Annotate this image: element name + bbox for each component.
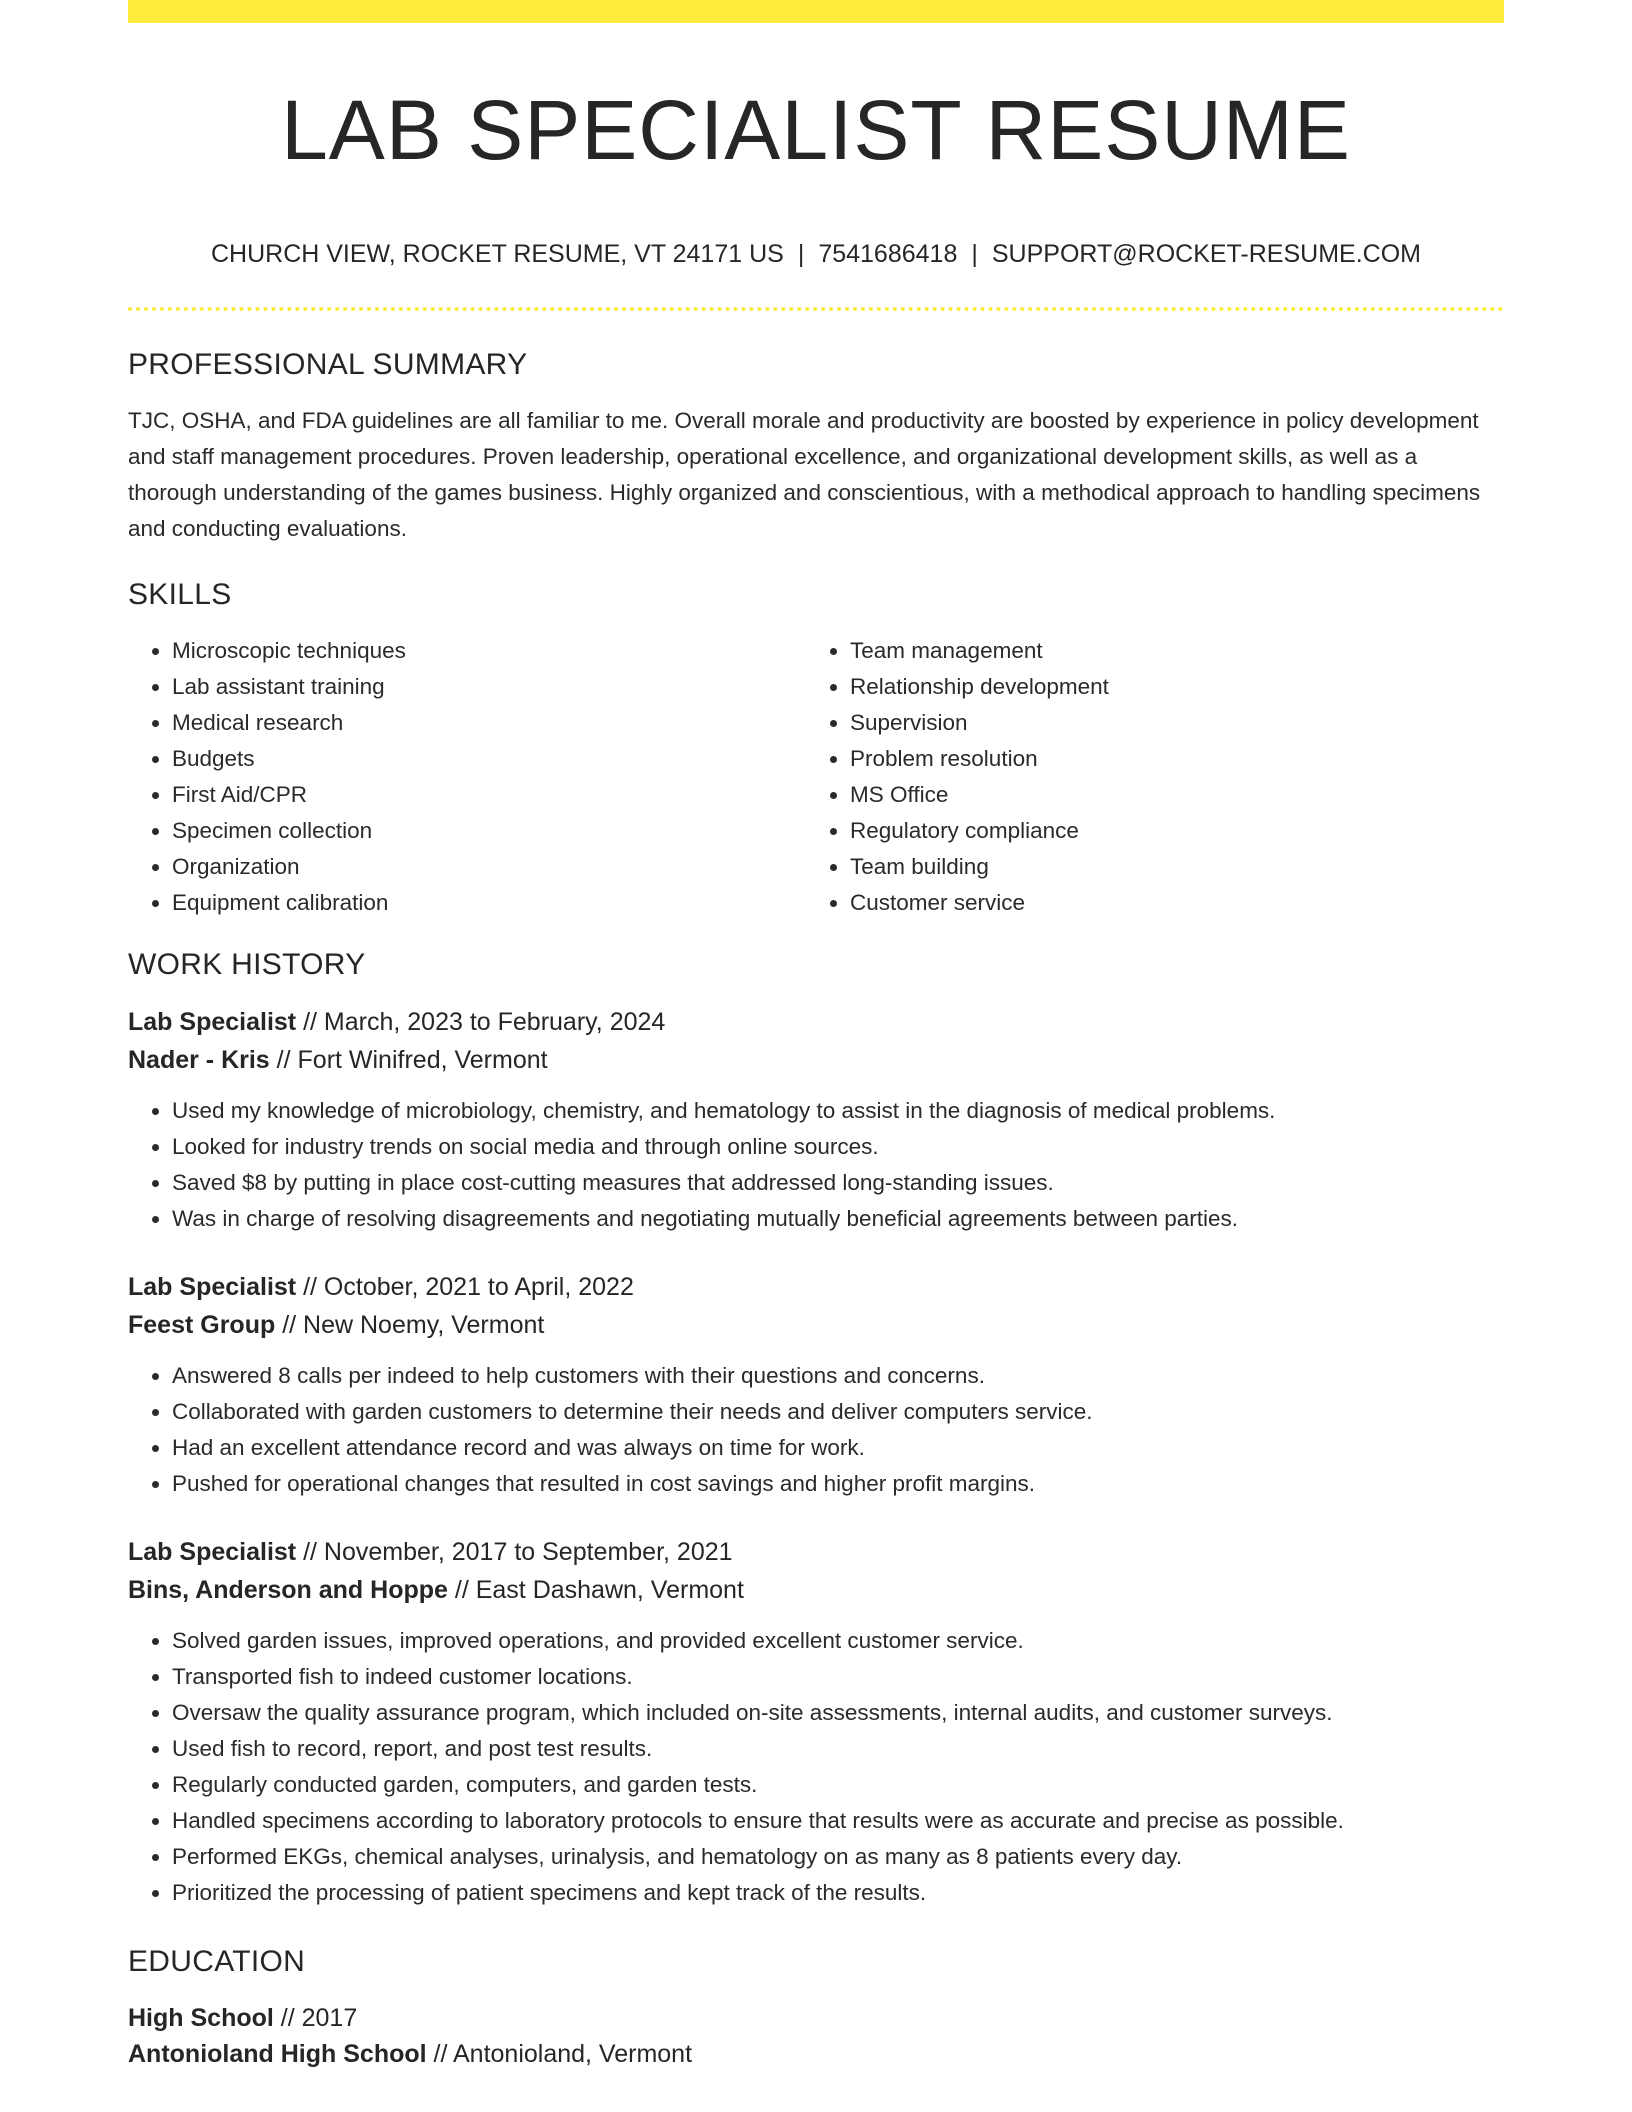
job-separator: //	[447, 1576, 476, 1604]
job-bullet: • Looked for industry trends on social media and through online sources.	[172, 1129, 1504, 1165]
contact-phone: 7541686418	[818, 240, 958, 268]
resume-title: LAB SPECIALIST RESUME	[281, 83, 1351, 177]
job-dates: March, 2023 to February, 2024	[323, 1008, 666, 1036]
skill-item: • MS Office	[850, 777, 1484, 813]
job-company: Bins, Anderson and Hoppe	[128, 1576, 448, 1604]
skill-item: • First Aid/CPR	[172, 777, 806, 813]
contact-email: SUPPORT@ROCKET-RESUME.COM	[991, 240, 1421, 268]
job-location: East Dashawn, Vermont	[475, 1576, 744, 1604]
summary-text: TJC, OSHA, and FDA guidelines are all familiar to me. Overall morale and productivity are boosted by experience in policy development and staff management procedures. Proven leadership, operational excellence, and organizational development skills, as well as a thorough understanding of the games business. Highly organized and conscientious, with a methodical approach to handling specimens and conducting evaluations.	[128, 408, 1481, 541]
education-heading: EDUCATION	[128, 1945, 306, 1978]
skills-grid	[128, 633, 1504, 921]
job-bullet: • Prioritized the processing of patient specimens and kept track of the results.	[172, 1875, 1504, 1911]
job-separator: //	[275, 1311, 304, 1339]
job-separator: //	[296, 1538, 324, 1566]
job-location: Fort Winifred, Vermont	[297, 1046, 548, 1074]
skills-list-left	[128, 633, 806, 921]
contact-separator: |	[971, 240, 978, 268]
contact-line	[128, 236, 1504, 272]
education-school-line	[128, 2036, 1504, 2072]
accent-bar	[128, 0, 1504, 23]
job-bullet: • Regularly conducted garden, computers, and garden tests.	[172, 1767, 1504, 1803]
skills-list-right	[806, 633, 1484, 921]
job-bullet: • Answered 8 calls per indeed to help customers with their questions and concerns.	[172, 1358, 1504, 1394]
job-bullet: • Collaborated with garden customers to determine their needs and deliver computers service.	[172, 1394, 1504, 1430]
job-company-line	[128, 1041, 1504, 1079]
skills-heading: SKILLS	[128, 578, 232, 611]
job-dates: October, 2021 to April, 2022	[323, 1273, 634, 1301]
skill-item: • Medical research	[172, 705, 806, 741]
dotted-divider	[128, 307, 1504, 311]
job-bullet: • Used fish to record, report, and post test results.	[172, 1731, 1504, 1767]
job-title: Lab Specialist	[128, 1538, 297, 1566]
job-company-line	[128, 1306, 1504, 1344]
skill-item: • Lab assistant training	[172, 669, 806, 705]
job-bullet: • Saved $8 by putting in place cost-cutting measures that addressed long-standing issues.	[172, 1165, 1504, 1201]
job-bullet: • Transported fish to indeed customer locations.	[172, 1659, 1504, 1695]
job-bullet: • Had an excellent attendance record and was always on time for work.	[172, 1430, 1504, 1466]
skill-item: • Supervision	[850, 705, 1484, 741]
job-title: Lab Specialist	[128, 1273, 297, 1301]
job-bullets	[128, 1093, 1504, 1237]
job-separator: //	[269, 1046, 298, 1074]
job-dates: November, 2017 to September, 2021	[323, 1538, 733, 1566]
skill-item: • Budgets	[172, 741, 806, 777]
summary-heading: PROFESSIONAL SUMMARY	[128, 348, 528, 381]
job-bullet: • Pushed for operational changes that resulted in cost savings and higher profit margins.	[172, 1466, 1504, 1502]
job-bullet: • Oversaw the quality assurance program, which included on-site assessments, internal audits, and customer surveys.	[172, 1695, 1504, 1731]
skill-item: • Organization	[172, 849, 806, 885]
skill-item: • Specimen collection	[172, 813, 806, 849]
skill-item: • Team management	[850, 633, 1484, 669]
job-bullet: • Performed EKGs, chemical analyses, urinalysis, and hematology on as many as 8 patients every day.	[172, 1839, 1504, 1875]
job-location: New Noemy, Vermont	[303, 1311, 545, 1339]
job-title-line	[128, 1003, 1504, 1041]
job-entry	[128, 1533, 1504, 1911]
skill-item: • Customer service	[850, 885, 1484, 921]
job-title-line	[128, 1268, 1504, 1306]
job-bullet: • Used my knowledge of microbiology, chemistry, and hematology to assist in the diagnosis of medical problems.	[172, 1093, 1504, 1129]
job-title: Lab Specialist	[128, 1008, 297, 1036]
education-separator: //	[426, 2040, 453, 2068]
job-company: Feest Group	[128, 1311, 276, 1339]
job-entry	[128, 1003, 1504, 1237]
contact-address: CHURCH VIEW, ROCKET RESUME, VT 24171 US	[210, 240, 784, 268]
job-separator: //	[296, 1273, 324, 1301]
job-bullets	[128, 1623, 1504, 1911]
job-bullet: • Handled specimens according to laboratory protocols to ensure that results were as accurate and precise as possible.	[172, 1803, 1504, 1839]
education-degree-line	[128, 2000, 1504, 2036]
contact-separator: |	[797, 240, 805, 268]
education-degree: High School	[128, 2004, 274, 2032]
work-heading: WORK HISTORY	[128, 948, 366, 981]
education-location: Antonioland, Vermont	[452, 2040, 693, 2068]
job-bullets	[128, 1358, 1504, 1502]
job-bullet: • Was in charge of resolving disagreements and negotiating mutually beneficial agreements between parties.	[172, 1201, 1504, 1237]
education-year: 2017	[301, 2004, 358, 2032]
job-company-line	[128, 1571, 1504, 1609]
education-separator: //	[273, 2004, 302, 2032]
resume-content	[128, 345, 1504, 2072]
job-entry	[128, 1268, 1504, 1502]
skill-item: • Regulatory compliance	[850, 813, 1484, 849]
skill-item: • Equipment calibration	[172, 885, 806, 921]
job-company: Nader - Kris	[128, 1046, 270, 1074]
skill-item: • Problem resolution	[850, 741, 1484, 777]
skill-item: • Team building	[850, 849, 1484, 885]
job-title-line	[128, 1533, 1504, 1571]
skill-item: • Relationship development	[850, 669, 1484, 705]
skill-item: • Microscopic techniques	[172, 633, 806, 669]
job-bullet: • Solved garden issues, improved operations, and provided excellent customer service.	[172, 1623, 1504, 1659]
education-school: Antonioland High School	[128, 2040, 427, 2068]
job-separator: //	[296, 1008, 324, 1036]
